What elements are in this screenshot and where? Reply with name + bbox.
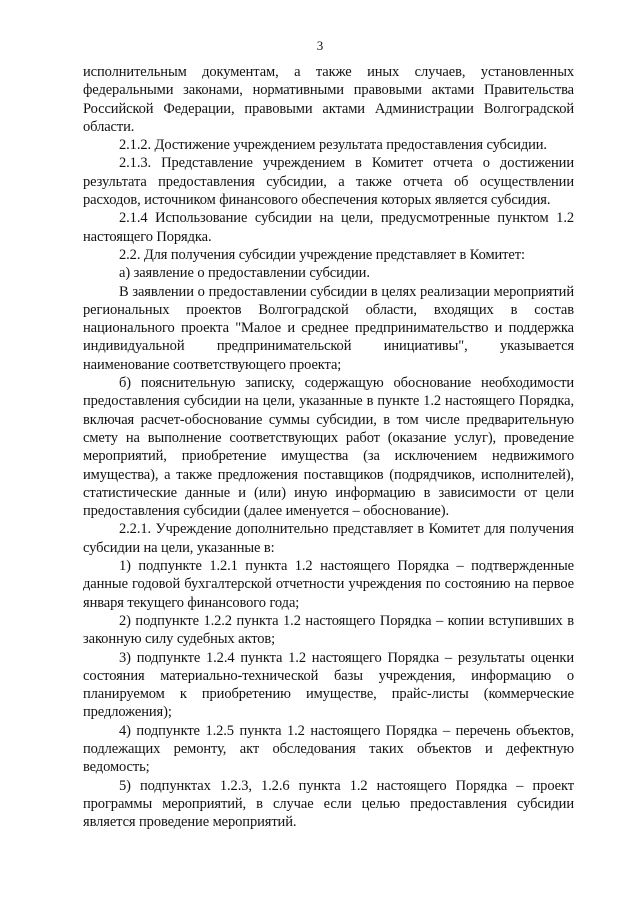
page-number: 3	[316, 38, 324, 53]
paragraph-application-note: В заявлении о предоставлении субсидии в целях реализации мероприятий региональных проектов Волгоградской области, входящих в состав национального проекта "Малое и среднее предпринимательство и поддержка индивидуальной предпринимательской инициативы", указывается наименование соответствующего проекта;	[83, 283, 574, 373]
paragraph-subitem-2: 2) подпункте 1.2.2 пункта 1.2 настоящего Порядка – копии вступивших в законную силу судебных актов;	[83, 612, 574, 648]
paragraph-2-1-4: 2.1.4 Использование субсидии на цели, предусмотренные пунктом 1.2 настоящего Порядка.	[83, 210, 574, 245]
paragraph-2-2: 2.2. Для получения субсидии учреждение представляет в Комитет:	[119, 246, 525, 263]
paragraph-2-1-2: 2.1.2. Достижение учреждением результата предоставления субсидии.	[119, 137, 547, 154]
paragraph-2-1-3: 2.1.3. Представление учреждением в Комитет отчета о достижении результата предоставления субсидии, а также отчета об осуществлении расходов, источником финансового обеспечения которых является субсидия.	[83, 155, 574, 209]
paragraph-subitem-1: 1) подпункте 1.2.1 пункта 1.2 настоящего Порядка – подтвержденные данные годовой бухгалтерской отчетности учреждения по состоянию на первое января текущего финансового года;	[83, 558, 574, 611]
paragraph-subitem-4: 4) подпункте 1.2.5 пункта 1.2 настоящего Порядка – перечень объектов, подлежащих ремонту, акт обследования таких объектов и дефектную ведомость;	[83, 722, 574, 776]
paragraph-subitem-5: 5) подпунктах 1.2.3, 1.2.6 пункта 1.2 настоящего Порядка – проект программы мероприятий, в случае если целью предоставления субсидии является проведение мероприятий.	[83, 777, 574, 831]
paragraph-2-2-1: 2.2.1. Учреждение дополнительно представляет в Комитет для получения субсидии на цели, указанные в:	[83, 521, 574, 556]
document-body	[83, 63, 574, 831]
paragraph-continuation: исполнительным документам, а также иных случаев, установленных федеральными законами, нормативными правовыми актами Правительства Российской Федерации, правовыми актами Администрации Волгоградской области.	[83, 64, 574, 135]
paragraph-item-a: а) заявление о предоставлении субсидии.	[119, 265, 370, 282]
paragraph-subitem-3: 3) подпункте 1.2.4 пункта 1.2 настоящего Порядка – результаты оценки состояния материально-технической базы учреждения, информацию о планируемом к приобретению имуществе, прайс-листы (коммерческие предложения);	[83, 649, 574, 721]
paragraph-item-b: б) пояснительную записку, содержащую обоснование необходимости предоставления субсидии на цели, указанные в пункте 1.2 настоящего Порядка, включая расчет-обоснование суммы субсидии, в том числе предварительную смету на выполнение соответствующих работ (оказание услуг), проведение мероприятий, приобретение имущества (за исключением недвижимого имущества), а также предложения поставщиков (подрядчиков, исполнителей), статистические данные и (или) иную информацию в зависимости от цели предоставления субсидии (далее именуется – обоснование).	[83, 375, 574, 520]
